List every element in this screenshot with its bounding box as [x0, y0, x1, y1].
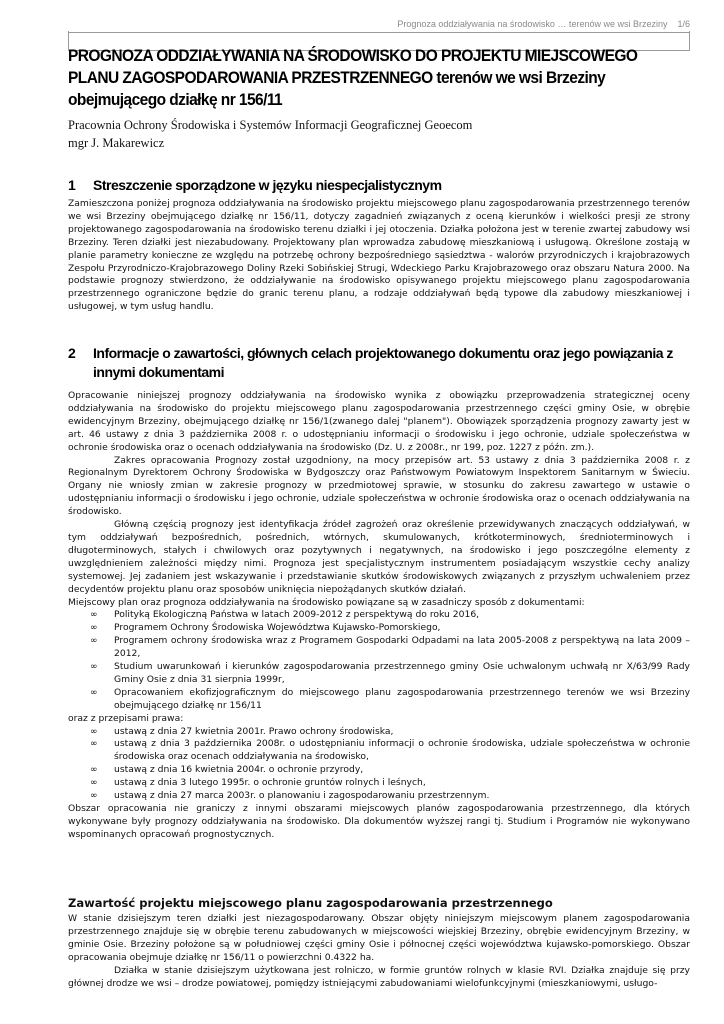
organization-name: Pracownia Ochrony Środowiska i Systemów Informacji Geograficznej Geoecom	[68, 118, 473, 132]
section-2-number: 2	[68, 345, 76, 361]
section-1-heading	[68, 176, 708, 196]
bullet-infinity-icon: ∞	[90, 791, 98, 802]
section-2-paragraph-2: Zakres opracowania Prognozy został uzgodniony, na mocy przepisów art. 53 ustawy z dnia 3 października 2008 r. z Regionalnym Dyrektorem Ochrony Środowiska w Bydgoszczy oraz Państwowym Powiatowym Inspektorem Sanitarnym w Świeciu. Organy nie wniosły zmian w zakresie prognozy w przedmiotowej sprawie, w stosunku do zakresu zawartego w ustawie o udostępnianiu informacji o środowisku i jego ochronie, udziale społeczeństwa w ochronie środowiska oraz o ocenach oddziaływania na środowisko.	[68, 454, 690, 518]
section-2-paragraph-1: Opracowanie niniejszej prognozy oddziaływania na środowisko wynika z obowiązku przeprowadzenia strategicznej oceny oddziaływania na środowisko do projektu miejscowego planu zagospodarowania przestrzennego części gminy Osie, w obrębie ewidencyjnym Brzeziny, obejmującego działkę nr 156/1(zwanego dalej "planem"). Obowiązek sporządzenia prognozy zawarty jest w art. 46 ustawy z dnia 3 października 2008 r. o udostępnianiu informacji o środowisku i jego ochronie, udziale społeczeństwa w ochronie środowiska oraz o ocenach oddziaływania na środowisko (Dz. U. z 2008r., nr 199, poz. 1227 z późn. zm.).	[68, 390, 690, 453]
list-item: ∞ Studium uwarunkowań i kierunków zagospodarowania przestrzennego gminy Osie uchwalonym uchwałą nr X/63/99 Rady Gminy Osie z dnia 31 sierpnia 1999r,	[90, 661, 690, 685]
page-number: 1/6	[677, 19, 690, 29]
documents-list	[68, 609, 690, 712]
section-1-title: Streszczenie sporządzone w języku niespecjalistycznym	[93, 177, 442, 193]
subsection-heading: Zawartość projektu miejscowego planu zagospodarowania przestrzennego	[68, 896, 553, 910]
bullet-infinity-icon: ∞	[90, 726, 98, 737]
bullet-infinity-icon: ∞	[90, 765, 98, 776]
section-2-body	[68, 390, 690, 842]
section-2-paragraph-5: oraz z przepisami prawa:	[68, 712, 184, 724]
list-item: ∞ ustawą z dnia 27 kwietnia 2001r. Prawo ochrony środowiska,	[90, 725, 394, 737]
bullet-infinity-icon: ∞	[90, 687, 98, 698]
list-item: ∞ ustawą z dnia 3 lutego 1995r. o ochronie gruntów rolnych i leśnych,	[90, 777, 426, 789]
section-1-paragraph: Zamieszczona poniżej prognoza oddziaływania na środowisko projektu miejscowego planu zagospodarowania przestrzennego terenów we wsi Brzeziny obejmującego działkę nr 156/11, dotyczy zagadnień związanych z oceną kierunków i wielkości presji ze strony projektowanego zagospodarowania na środowisko terenu działki i jej otoczenia. Działka położona jest w terenie zwartej zabudowy wsi Brzeziny. Teren działki jest niezabudowany. Projektowany plan wprowadza zabudowę mieszkaniową i usługową. Określone zostają w planie parametry konieczne ze względu na potrzebę ochrony bezpośredniego sąsiedztwa - walorów przyrodniczych i krajobrazowych Zespołu Przyrodniczo-Krajobrazowego Doliny Rzeki Sobińskiej Strugi, Wdeckiego Parku Krajobrazowego oraz obszaru Natura 2000. Na podstawie prognozy stwierdzono, że oddziaływanie na środowisko opisywanego projektu miejscowego planu zagospodarowania przestrzennego ograniczone będzie do granic terenu planu, a rodzaje oddziaływań będą typowe dla zabudowy mieszkaniowej i usługowej, w tym usług handlu.	[68, 198, 690, 313]
list-item: ∞ ustawą z dnia 3 października 2008r. o udostępnianiu informacji o ochronie środowiska, udziale społeczeństwa w ochronie środowiska oraz ocenach oddziaływania na środowisko,	[90, 738, 690, 763]
bullet-infinity-icon: ∞	[90, 636, 98, 647]
subsection-paragraph-2: Działka w stanie dzisiejszym użytkowana jest rolniczo, w formie gruntów rolnych w klasie RVI. Działka znajduje się przy głównej drodze we wsi – drodze powiatowej, pomiędzy istniejącymi zabudowaniami wielofunkcyjnymi (mieszkaniowymi, usługo-	[68, 964, 690, 989]
subsection-paragraph-1: W stanie dzisiejszym teren działki jest niezagospodarowany. Obszar objęty niniejszym miejscowym planem zagospodarowania przestrzennego znajduje się w obrębie terenu zabudowanych w miejscowości wiejskiej Brzeziny, obrębie ewidencyjnym Brzeziny, w gminie Osie. Brzeziny położone są w południowej części gminy Osie i północnej części województwa kujawsko-pomorskiego. Obszar opracowania obejmuje działkę nr 156/11 o powierzchni 0.4322 ha.	[68, 913, 690, 963]
section-2-paragraph-6: Obszar opracowania nie graniczy z innymi obszarami miejscowych planów zagospodarowania przestrzennego, dla których wykonywane były prognozy oddziaływania na środowisko. Dla dokumentów wyższej rangi tj. Studium i Programów nie wykonywano wspominanych opracowań prognostycznych.	[68, 803, 690, 840]
list-item: ∞ Programem Ochrony Środowiska Województwa Kujawsko-Pomorskiego,	[90, 622, 441, 634]
section-2-title: Informacje o zawartości, głównych celach projektowanego dokumentu oraz jego powiązania z innymi dokumentami	[93, 345, 673, 380]
running-title: Prognoza oddziaływania na środowisko … terenów we wsi Brzeziny	[397, 19, 668, 29]
section-2-paragraph-3: Główną częścią prognozy jest identyfikacja źródeł zagrożeń oraz określenie przewidywanych znaczących oddziaływań, w tym oddziaływań bezpośrednich, pośrednich, wtórnych, skumulowanych, krótkoterminowych, średnioterminowych i długoterminowych, stałych i chwilowych oraz pozytywnych i negatywnych, na środowisko i jego poszczególne elementy z uwzględnieniem zależności między nimi. Prognoza jest specjalistycznym instrumentem posiadającym wszystkie cechy analizy systemowej. Jej zadaniem jest wskazywanie i przedstawianie skutków środowiskowych związanych z przyszłym uchwaleniem przez decydentów projektu planu oraz sposobów uniknięcia niepożądanych skutków działań.	[68, 519, 690, 595]
author-name: mgr J. Makarewicz	[68, 136, 165, 150]
document-title: PROGNOZA ODDZIAŁYWANIA NA ŚRODOWISKO DO PROJEKTU MIEJSCOWEGO PLANU ZAGOSPODAROWANIA PRZESTRZENNEGO terenów we wsi Brzeziny obejmującego działkę nr 156/11	[68, 47, 638, 109]
bullet-infinity-icon: ∞	[90, 610, 98, 621]
subsection-body	[68, 913, 690, 990]
laws-list	[68, 726, 690, 803]
list-item: ∞ Programem ochrony środowiska wraz z Programem Gospodarki Odpadami na lata 2005-2008 z perspektywą na lata 2009 – 2012,	[90, 635, 690, 660]
section-1-number: 1	[68, 177, 76, 193]
list-item: ∞ Opracowaniem ekofizjograficznym do miejscowego planu zagospodarowania przestrzennego terenów we wsi Brzeziny obejmującego działkę nr 156/11	[90, 686, 690, 711]
bullet-infinity-icon: ∞	[90, 739, 98, 750]
bullet-infinity-icon: ∞	[90, 662, 98, 673]
bullet-infinity-icon: ∞	[90, 778, 98, 789]
list-item: ∞ Polityką Ekologiczną Państwa w latach 2009-2012 z perspektywą do roku 2016,	[90, 609, 480, 621]
section-2-heading	[68, 344, 708, 384]
list-item: ∞ ustawą z dnia 27 marca 2003r. o planowaniu i zagospodarowaniu przestrzennym.	[90, 790, 490, 802]
list-item: ∞ ustawą z dnia 16 kwietnia 2004r. o ochronie przyrody,	[90, 764, 364, 776]
section-2-paragraph-4: Miejscowy plan oraz prognoza oddziaływania na środowisko powiązane są w zasadniczy sposób z dokumentami:	[68, 596, 585, 608]
bullet-infinity-icon: ∞	[90, 623, 98, 634]
section-1-body	[68, 198, 690, 314]
